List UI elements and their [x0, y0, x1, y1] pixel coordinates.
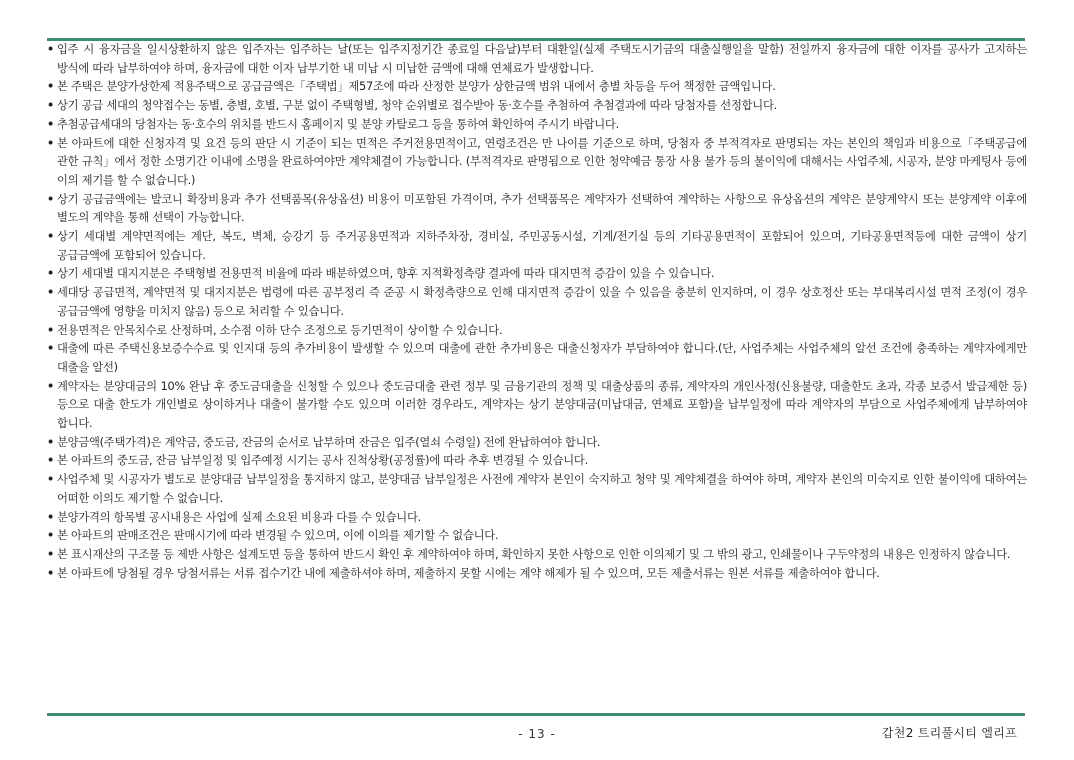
list-item: • 본 아파트에 대한 신청자격 및 요건 등의 판단 시 기준이 되는 면적은 주거전용면적이고, 연령조건은 만 나이를 기준으로 하며, 당첨자 중 부적격자로 판명되는 자는 본인의 책임과 비용으로「주택공급에 관한 규칙」에서 정한 소명기간 이내에 소명을 완료하여야만 계약체결이 가능합니다. (부적격자로 판명됨으로 인한 청약예금 통장 사용 불가 등의 불이익에 대해서는 사업주체, 시공자, 분양 마케팅사 등에 이의 제기를 할 수 없습니다.)	[47, 135, 1027, 191]
list-item: • 분양가격의 항목별 공시내용은 사업에 실제 소요된 비용과 다를 수 있습니다.	[47, 509, 1027, 528]
list-item: • 추첨공급세대의 당첨자는 동·호수의 위치를 반드시 홈페이지 및 분양 카탈로그 등을 통하여 확인하여 주시기 바랍니다.	[47, 116, 1027, 135]
list-item: • 본 표시재산의 구조물 등 제반 사항은 설계도면 등을 통하여 반드시 확인 후 계약하여야 하며, 확인하지 못한 사항으로 인한 이의제기 및 그 밖의 광고, 인쇄물이나 구두약정의 내용은 인정하지 않습니다.	[47, 546, 1027, 565]
page-number: - 13 -	[518, 727, 556, 741]
complex-name: 갑천2 트리풀시티 엘리프	[881, 726, 1017, 740]
list-item: • 본 아파트의 판매조건은 판매시기에 따라 변경될 수 있으며, 이에 이의를 제기할 수 없습니다.	[47, 527, 1027, 546]
list-item: • 분양금액(주택가격)은 계약금, 중도금, 잔금의 순서로 납부하며 잔금은 입주(열쇠 수령일) 전에 완납하여야 합니다.	[47, 434, 1027, 453]
list-item: • 상기 세대별 대지지분은 주택형별 전용면적 비율에 따라 배분하였으며, 향후 지적확정측량 결과에 따라 대지면적 증감이 있을 수 있습니다.	[47, 265, 1027, 284]
list-item: • 상기 세대별 계약면적에는 계단, 복도, 벽체, 승강기 등 주거공용면적과 지하주차장, 경비실, 주민공동시설, 기계/전기실 등의 기타공용면적이 포함되어 있으며, 기타공용면적등에 대한 금액이 상기 공급금액에 포함되어 있습니다.	[47, 228, 1027, 265]
list-item: • 계약자는 분양대금의 10% 완납 후 중도금대출을 신청할 수 있으나 중도금대출 관련 정부 및 금융기관의 정책 및 대출상품의 종류, 계약자의 개인사정(신용불량, 대출한도 초과, 각종 보증서 발급제한 등) 등으로 대출 한도가 개인별로 상이하거나 대출이 불가할 수도 있으며 이러한 경우라도, 계약자는 상기 분양대금(미납대금, 연체료 포함)을 납부일정에 따라 계약자의 부담으로 사업주체에게 납부하여야 합니다.	[47, 378, 1027, 434]
list-item: • 본 주택은 분양가상한제 적용주택으로 공급금액은「주택법」제57조에 따라 산정한 분양가 상한금액 범위 내에서 층별 차등을 두어 책정한 금액입니다.	[47, 78, 1027, 97]
notice-list	[47, 41, 1027, 583]
list-item: • 전용면적은 안목치수로 산정하며, 소수점 이하 단수 조정으로 등기면적이 상이할 수 있습니다.	[47, 322, 1027, 341]
list-item: • 대출에 따른 주택신용보증수수료 및 인지대 등의 추가비용이 발생할 수 있으며 대출에 관한 추가비용은 대출신청자가 부담하여야 합니다.(단, 사업주체는 사업주체의 알선 조건에 충족하는 계약자에게만 대출을 알선)	[47, 340, 1027, 377]
list-item: • 본 아파트의 중도금, 잔금 납부일정 및 입주예정 시기는 공사 진척상황(공정률)에 따라 추후 변경될 수 있습니다.	[47, 452, 1027, 471]
list-item: • 사업주체 및 시공자가 별도로 분양대금 납부일정을 통지하지 않고, 분양대금 납부일정은 사전에 계약자 본인이 숙지하고 청약 및 계약체결을 하여야 하며, 계약자 본인의 미숙지로 인한 불이익에 대하여는 어떠한 이의도 제기할 수 없습니다.	[47, 471, 1027, 508]
list-item: • 본 아파트에 당첨될 경우 당첨서류는 서류 접수기간 내에 제출하셔야 하며, 제출하지 못할 시에는 계약 해제가 될 수 있으며, 모든 제출서류는 원본 서류를 제출하여야 합니다.	[47, 565, 1027, 584]
notice-body	[47, 41, 1027, 583]
list-item: • 입주 시 융자금을 일시상환하지 않은 입주자는 입주하는 날(또는 입주지정기간 종료일 다음날)부터 대환일(실제 주택도시기금의 대출실행일을 말함) 전일까지 융자금에 대한 이자를 공사가 고지하는 방식에 따라 납부하여야 하며, 융자금에 대한 이자 납부기한 내 미납 시 미납한 금액에 대해 연체료가 발생합니다.	[47, 41, 1027, 78]
list-item: • 상기 공급금액에는 발코니 확장비용과 추가 선택품목(유상옵션) 비용이 미포함된 가격이며, 추가 선택품목은 계약자가 선택하여 계약하는 사항으로 유상옵션의 계약은 분양계약시 또는 분양계약 이후에 별도의 계약을 통해 선택이 가능합니다.	[47, 191, 1027, 228]
list-item: • 상기 공급 세대의 청약접수는 동별, 층별, 호별, 구분 없이 주택형별, 청약 순위별로 접수받아 동·호수를 추첨하여 추첨결과에 따라 당첨자를 선정합니다.	[47, 97, 1027, 116]
bottom-divider	[47, 713, 1025, 716]
list-item: • 세대당 공급면적, 계약면적 및 대지지분은 법령에 따른 공부정리 즉 준공 시 확정측량으로 인해 대지면적 증감이 있을 수 있음을 충분히 인지하며, 이 경우 상호정산 또는 부대복리시설 면적 조정(이 경우 공급금액에 영향을 미치지 않음) 등으로 처리할 수 있습니다.	[47, 284, 1027, 321]
